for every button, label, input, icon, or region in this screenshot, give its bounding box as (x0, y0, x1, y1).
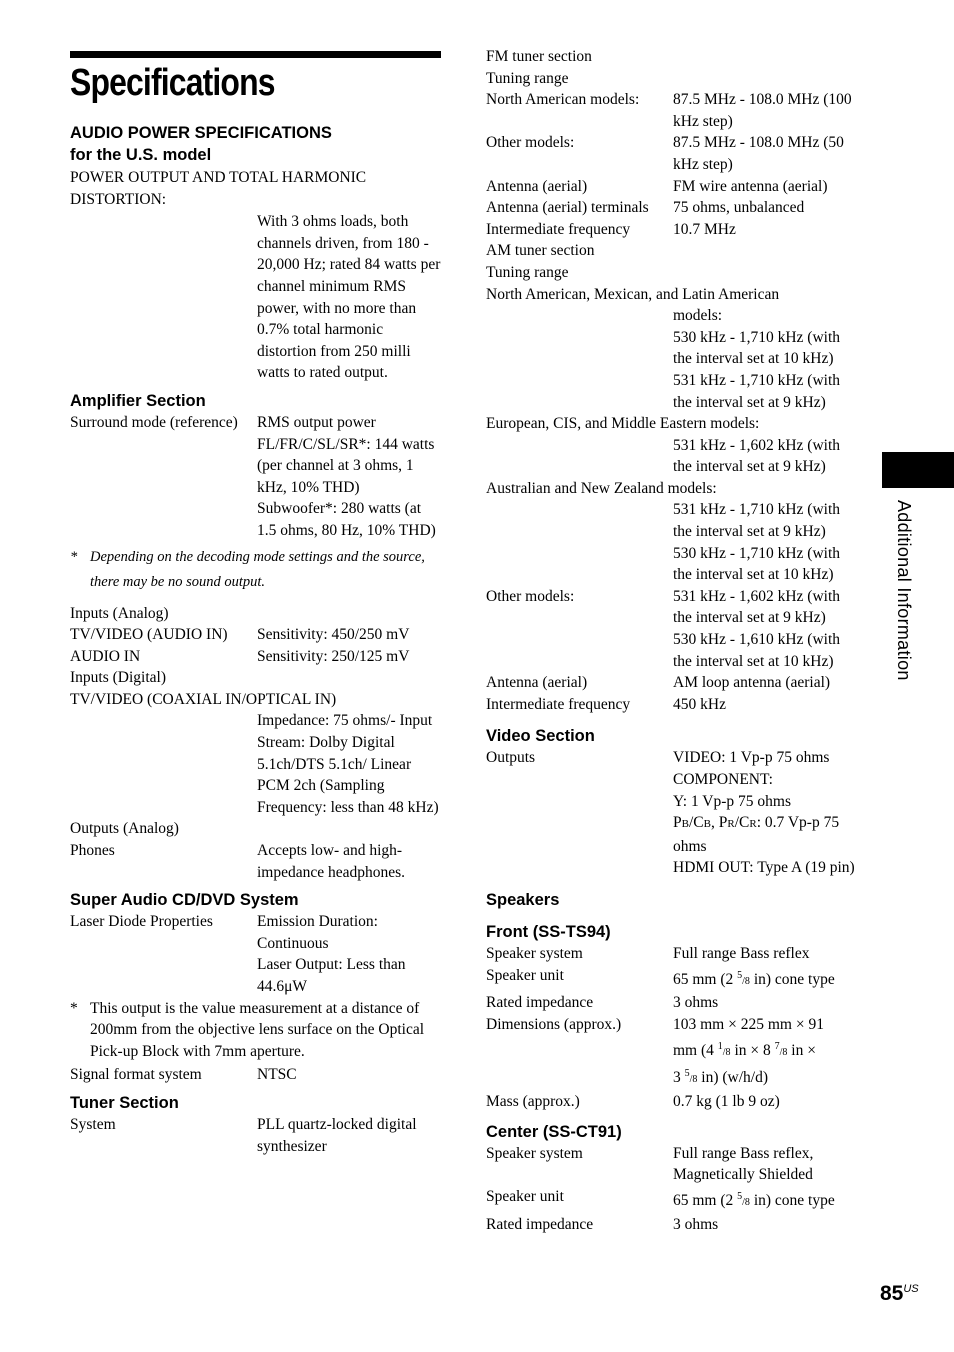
am-au-10k: 530 kHz - 1,710 kHz (with the interval set at 10 kHz) (673, 544, 841, 584)
am-tuning-range: Tuning range (486, 263, 569, 281)
am-if-label: Intermediate frequency (486, 695, 631, 713)
front-unit-den: /8 (742, 975, 750, 987)
fm-na-label: North American models: (486, 91, 640, 109)
video-outputs-label: Outputs (486, 749, 536, 767)
front-mass-value: 0.7 kg (1 lb 9 oz) (673, 1093, 780, 1110)
center-unit-b: in) cone type (749, 1191, 835, 1209)
page-number-value: 85 (880, 1282, 904, 1305)
front-unit-row (486, 965, 858, 993)
front-impedance-label: Rated impedance (486, 994, 594, 1012)
front-output: FL/FR/C/SL/SR*: 144 watts (per channel at 3 ohms, 1 kHz, 10% THD) (257, 435, 435, 496)
cb-c: /C (688, 814, 704, 832)
am-eu-label: European, CIS, and Middle Eastern models: (486, 415, 760, 433)
front-dim-metric: 103 mm × 225 mm × 91 (673, 1015, 824, 1033)
am-nml-label: North American, Mexican, and Latin American (486, 285, 780, 303)
pr-r: R (727, 818, 735, 831)
center-system-label: Speaker system (486, 1144, 583, 1162)
am-if-row (486, 694, 858, 716)
power-output-text: With 3 ohms loads, both channels driven, from 180 - 20,000 Hz; rated 84 watts per channel minimum RMS power, with no more than 0.7% total harmonic distortion from 250 milli watts to rated output. (257, 213, 441, 382)
fm-if-label: Intermediate frequency (486, 220, 631, 238)
center-unit-num: 5 (737, 1190, 743, 1202)
front-dim-imperial-2 (673, 1063, 858, 1091)
front-mass-label: Mass (approx.) (486, 1093, 580, 1110)
audio-in-row (70, 646, 442, 668)
am-other-label: Other models: (486, 587, 575, 605)
dim3-d: /8 (689, 1074, 698, 1086)
amplifier-heading: Amplifier Section (70, 391, 206, 410)
am-other-values (673, 586, 858, 672)
am-other-row (486, 586, 858, 672)
phones-row (70, 840, 442, 883)
front-mass-row (486, 1091, 858, 1113)
front-unit-value (673, 965, 858, 993)
tv-audio-row (70, 624, 442, 646)
video-hdmi: HDMI OUT: Type A (19 pin) (673, 859, 855, 877)
front-system-value: Full range Bass reflex (673, 944, 810, 962)
dim-n2: 7 (774, 1040, 780, 1052)
fm-na-row (486, 89, 858, 132)
fm-terminal-value: 75 ohms, unbalanced (673, 199, 805, 217)
tv-audio-value: Sensitivity: 450/250 mV (257, 626, 410, 644)
fm-terminal-row (486, 197, 858, 219)
front-unit-b: in) cone type (749, 970, 835, 988)
tuner-heading: Tuner Section (70, 1093, 179, 1112)
audio-power-heading: AUDIO POWER SPECIFICATIONS (70, 124, 332, 142)
fm-if-value: 10.7 MHz (673, 220, 736, 238)
fm-section: FM tuner section (486, 48, 592, 65)
note-mark: * (70, 548, 78, 565)
pb-pr-value: : 0.7 Vp-p 75 ohms (673, 814, 840, 855)
video-pb-pr (673, 812, 858, 857)
pb-p: P (673, 814, 682, 832)
center-system-row (486, 1143, 858, 1186)
am-other-10k: 530 kHz - 1,610 kHz (with the interval set at 10 kHz) (673, 631, 841, 670)
am-antenna-value: AM loop antenna (aerial) (673, 674, 831, 692)
cb-b: B (703, 818, 711, 831)
inputs-digital: Inputs (Digital) (70, 669, 166, 687)
front-system-label: Speaker system (486, 944, 583, 962)
am-if-value: 450 kHz (673, 695, 726, 713)
inputs-analog: Inputs (Analog) (70, 604, 169, 622)
front-unit-a: 65 mm (2 (673, 970, 738, 988)
front-dim-imperial-1 (673, 1036, 858, 1064)
front-impedance-row (486, 992, 858, 1014)
center-unit-label: Speaker unit (486, 1187, 564, 1205)
front-dimensions-value (673, 1014, 858, 1091)
dim-d2: /8 (779, 1046, 788, 1058)
left-column (70, 122, 442, 1157)
dim3-n: 5 (684, 1068, 690, 1080)
laser-row (70, 911, 442, 997)
fm-antenna-label: Antenna (aerial) (486, 177, 588, 195)
us-model-heading: for the U.S. model (70, 146, 212, 164)
fm-other-value: 87.5 MHz - 108.0 MHz (50 kHz step) (673, 134, 844, 173)
fm-terminal-label: Antenna (aerial) terminals (486, 199, 649, 217)
center-heading: Center (SS-CT91) (486, 1122, 622, 1141)
rms-output: RMS output power (257, 413, 376, 431)
am-section: AM tuner section (486, 242, 595, 260)
tv-coax-label: TV/VIDEO (COAXIAL IN/OPTICAL IN) (70, 690, 337, 708)
center-unit-a: 65 mm (2 (673, 1191, 738, 1209)
video-outputs-row (486, 747, 858, 879)
center-unit-den: /8 (742, 1196, 750, 1208)
center-unit-row (486, 1186, 858, 1214)
laser-note (70, 998, 442, 1063)
system-value: PLL quartz-locked digital synthesizer (257, 1115, 417, 1155)
center-system-value: Full range Bass reflex, Magnetically Shielded (673, 1144, 814, 1184)
system-label: System (70, 1115, 116, 1133)
dim-n1: 1 (717, 1040, 723, 1052)
video-outputs-values (673, 747, 858, 879)
am-au-9k: 531 kHz - 1,710 kHz (with the interval set at 9 kHz) (673, 501, 841, 541)
pb-b: B (681, 818, 689, 831)
page-suffix: US (903, 1283, 919, 1295)
video-composite: VIDEO: 1 Vp-p 75 ohms (673, 749, 830, 767)
signal-label: Signal format system (70, 1066, 202, 1084)
dim-a: mm (4 (673, 1041, 718, 1059)
front-unit-num: 5 (737, 969, 743, 981)
sacd-heading: Super Audio CD/DVD System (70, 891, 299, 910)
cr-r: R (749, 818, 757, 831)
decoding-note (70, 545, 442, 595)
laser-note-text: This output is the value measurement at a distance of 200mm from the objective lens surface on the Optical Pick-up Block with 7mm aperture. (90, 999, 425, 1060)
pr-p: , P (710, 814, 728, 832)
am-other-9k: 531 kHz - 1,602 kHz (with the interval set at 9 kHz) (673, 587, 841, 627)
front-system-row (486, 943, 858, 965)
speakers-heading: Speakers (486, 890, 560, 909)
am-antenna-label: Antenna (aerial) (486, 674, 588, 692)
tv-audio-label: TV/VIDEO (AUDIO IN) (70, 626, 228, 644)
laser-output: Laser Output: Less than 44.6μW (257, 956, 406, 995)
am-eu-9k: 531 kHz - 1,602 kHz (with the interval set at 9 kHz) (673, 436, 841, 476)
center-impedance-row (486, 1214, 858, 1236)
fm-na-value: 87.5 MHz - 108.0 MHz (100 kHz step) (673, 91, 852, 130)
page-number (880, 1282, 919, 1306)
front-unit-label: Speaker unit (486, 966, 564, 984)
fm-antenna-value: FM wire antenna (aerial) (673, 177, 828, 195)
page-title: Specifications (70, 62, 275, 104)
power-output-label: POWER OUTPUT AND TOTAL HARMONIC DISTORTION: (70, 169, 367, 208)
center-impedance-label: Rated impedance (486, 1215, 594, 1233)
laser-note-mark: * (70, 999, 78, 1017)
front-dimensions-row (486, 1014, 858, 1091)
fm-if-row (486, 219, 858, 241)
dim3-b: in) (w/h/d) (697, 1069, 769, 1087)
video-heading: Video Section (486, 727, 595, 746)
surround-label: Surround mode (reference) (70, 413, 238, 431)
title-rule (70, 51, 441, 58)
section-tab (882, 452, 954, 488)
system-row (70, 1114, 442, 1157)
fm-antenna-row (486, 176, 858, 198)
am-antenna-row (486, 672, 858, 694)
am-nml-9k: 531 kHz - 1,710 kHz (with the interval set at 9 kHz) (673, 371, 841, 411)
cr-c: /C (734, 814, 750, 832)
outputs-analog: Outputs (Analog) (70, 820, 179, 838)
note-text: Depending on the decoding mode settings and the source, there may be no sound output. (90, 548, 425, 590)
fm-tuning-range: Tuning range (486, 69, 569, 87)
laser-emission: Emission Duration: Continuous (257, 913, 378, 952)
audio-in-label: AUDIO IN (70, 647, 141, 665)
front-impedance-value: 3 ohms (673, 994, 719, 1012)
surround-values (257, 412, 442, 542)
fm-other-label: Other models: (486, 134, 575, 152)
am-nml-label-2: models: (673, 307, 723, 325)
am-nml-10k: 530 kHz - 1,710 kHz (with the interval set at 10 kHz) (673, 328, 841, 368)
surround-row (70, 412, 442, 542)
signal-row (70, 1064, 442, 1086)
center-unit-value (673, 1186, 858, 1214)
dim-c: in × (787, 1041, 816, 1059)
laser-values (257, 911, 442, 997)
phones-label: Phones (70, 842, 115, 860)
dim-d1: /8 (722, 1046, 731, 1058)
subwoofer-output: Subwoofer*: 280 watts (at 1.5 ohms, 80 Hz, 10% THD) (257, 500, 436, 539)
front-heading: Front (SS-TS94) (486, 922, 611, 941)
front-dimensions-label: Dimensions (approx.) (486, 1015, 622, 1033)
center-impedance-value: 3 ohms (673, 1215, 719, 1233)
laser-label: Laser Diode Properties (70, 913, 213, 931)
video-component: COMPONENT: (673, 771, 773, 788)
fm-other-row (486, 132, 858, 175)
am-au-label: Australian and New Zealand models: (486, 479, 717, 497)
tv-coax-value: Impedance: 75 ohms/- Input Stream: Dolby Digital 5.1ch/DTS 5.1ch/ Linear PCM 2ch (Sampling Frequency: less than 48 kHz) (257, 712, 439, 816)
dim-b: in × 8 (730, 1041, 775, 1059)
dim3-a: 3 (673, 1069, 685, 1087)
phones-value: Accepts low- and high-impedance headphones. (257, 842, 406, 881)
audio-in-value: Sensitivity: 250/125 mV (257, 647, 410, 665)
signal-value: NTSC (257, 1066, 297, 1084)
right-column (486, 46, 858, 1235)
video-y: Y: 1 Vp-p 75 ohms (673, 792, 791, 810)
section-side-label: Additional Information (894, 500, 914, 681)
